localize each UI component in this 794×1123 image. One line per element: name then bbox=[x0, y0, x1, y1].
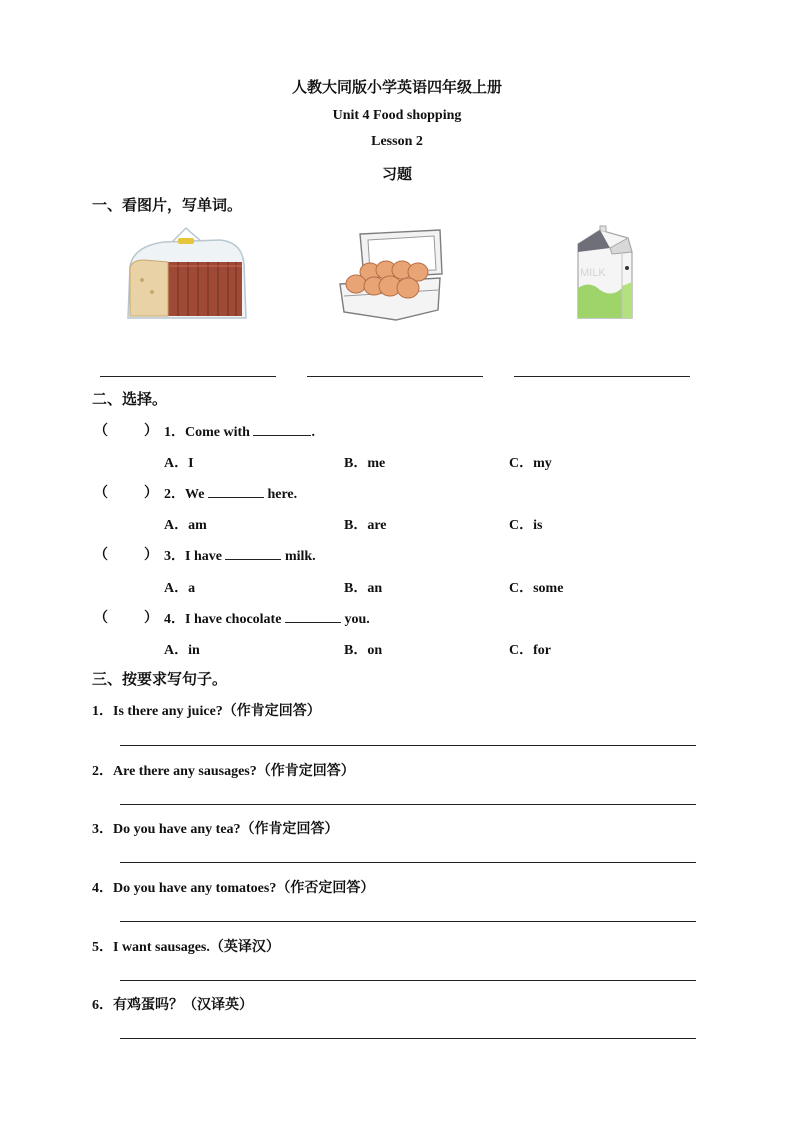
answer-paren-open: （ bbox=[94, 486, 108, 501]
question-number: 4． bbox=[164, 612, 185, 627]
option-a[interactable]: A．am bbox=[164, 518, 207, 533]
answer-line[interactable] bbox=[120, 745, 696, 746]
answer-line[interactable] bbox=[120, 1038, 696, 1039]
question-text: We bbox=[185, 487, 205, 502]
question-text-end: milk. bbox=[284, 549, 316, 564]
option-a[interactable]: A．a bbox=[164, 581, 196, 596]
sentence-task-3: 3．Do you have any tea?（作肯定回答） bbox=[92, 822, 339, 837]
blank[interactable] bbox=[253, 423, 311, 436]
option-b[interactable]: B．me bbox=[344, 456, 386, 471]
option-b[interactable]: B．an bbox=[344, 581, 383, 596]
option-c[interactable]: C．some bbox=[509, 581, 564, 596]
blank[interactable] bbox=[208, 485, 264, 498]
sentence-task-4: 4．Do you have any tomatoes?（作否定回答） bbox=[92, 881, 375, 896]
answer-line[interactable] bbox=[120, 980, 696, 981]
question-text-end: here. bbox=[267, 487, 298, 502]
answer-paren-close: ） bbox=[144, 548, 158, 563]
question-1 bbox=[164, 421, 315, 441]
blank[interactable] bbox=[285, 610, 341, 623]
sentence-task-5: 5．I want sausages.（英译汉） bbox=[92, 940, 280, 955]
section3-heading: 三、按要求写句子。 bbox=[92, 670, 228, 688]
exercise-subtitle: 习题 bbox=[381, 165, 412, 183]
option-c[interactable]: C．for bbox=[509, 643, 551, 658]
question-number: 1． bbox=[164, 425, 185, 440]
answer-paren-close: ） bbox=[144, 486, 158, 501]
option-a[interactable]: A．I bbox=[164, 456, 194, 471]
answer-line[interactable] bbox=[120, 921, 696, 922]
answer-paren-open: （ bbox=[94, 611, 108, 626]
question-number: 3． bbox=[164, 549, 185, 564]
section2-heading: 二、选择。 bbox=[92, 390, 168, 408]
question-text: I have bbox=[185, 549, 222, 564]
question-number: 2． bbox=[164, 487, 185, 502]
question-2 bbox=[164, 483, 297, 503]
section1-heading: 一、看图片，写单词。 bbox=[92, 196, 243, 214]
answer-line-3[interactable] bbox=[514, 376, 690, 377]
bread-icon bbox=[124, 226, 248, 322]
sentence-task-2: 2．Are there any sausages?（作肯定回答） bbox=[92, 764, 355, 779]
option-c[interactable]: C．my bbox=[509, 456, 552, 471]
answer-line[interactable] bbox=[120, 862, 696, 863]
option-b[interactable]: B．are bbox=[344, 518, 387, 533]
answer-line-1[interactable] bbox=[100, 376, 276, 377]
question-text: Come with bbox=[185, 425, 250, 440]
answer-paren-close: ） bbox=[144, 424, 158, 439]
answer-paren-close: ） bbox=[144, 611, 158, 626]
worksheet-title: 人教大同版小学英语四年级上册 bbox=[291, 78, 502, 96]
sentence-task-1: 1．Is there any juice?（作肯定回答） bbox=[92, 704, 321, 719]
eggs-carton-icon bbox=[336, 226, 446, 322]
question-text: I have chocolate bbox=[185, 612, 282, 627]
unit-title: Unit 4 Food shopping bbox=[332, 108, 462, 123]
lesson-title: Lesson 2 bbox=[371, 134, 423, 149]
option-c[interactable]: C．is bbox=[509, 518, 543, 533]
blank[interactable] bbox=[225, 547, 281, 560]
question-4 bbox=[164, 608, 370, 628]
question-text-end: you. bbox=[344, 612, 370, 627]
answer-line-2[interactable] bbox=[307, 376, 483, 377]
answer-paren-open: （ bbox=[94, 548, 108, 563]
question-3 bbox=[164, 545, 316, 565]
option-b[interactable]: B．on bbox=[344, 643, 383, 658]
milk-label: MILK bbox=[580, 267, 606, 279]
question-text-end: . bbox=[311, 425, 315, 440]
option-a[interactable]: A．in bbox=[164, 643, 200, 658]
answer-line[interactable] bbox=[120, 804, 696, 805]
answer-paren-open: （ bbox=[94, 424, 108, 439]
milk-carton-icon bbox=[570, 224, 636, 322]
sentence-task-6: 6．有鸡蛋吗？（汉译英） bbox=[92, 998, 253, 1013]
